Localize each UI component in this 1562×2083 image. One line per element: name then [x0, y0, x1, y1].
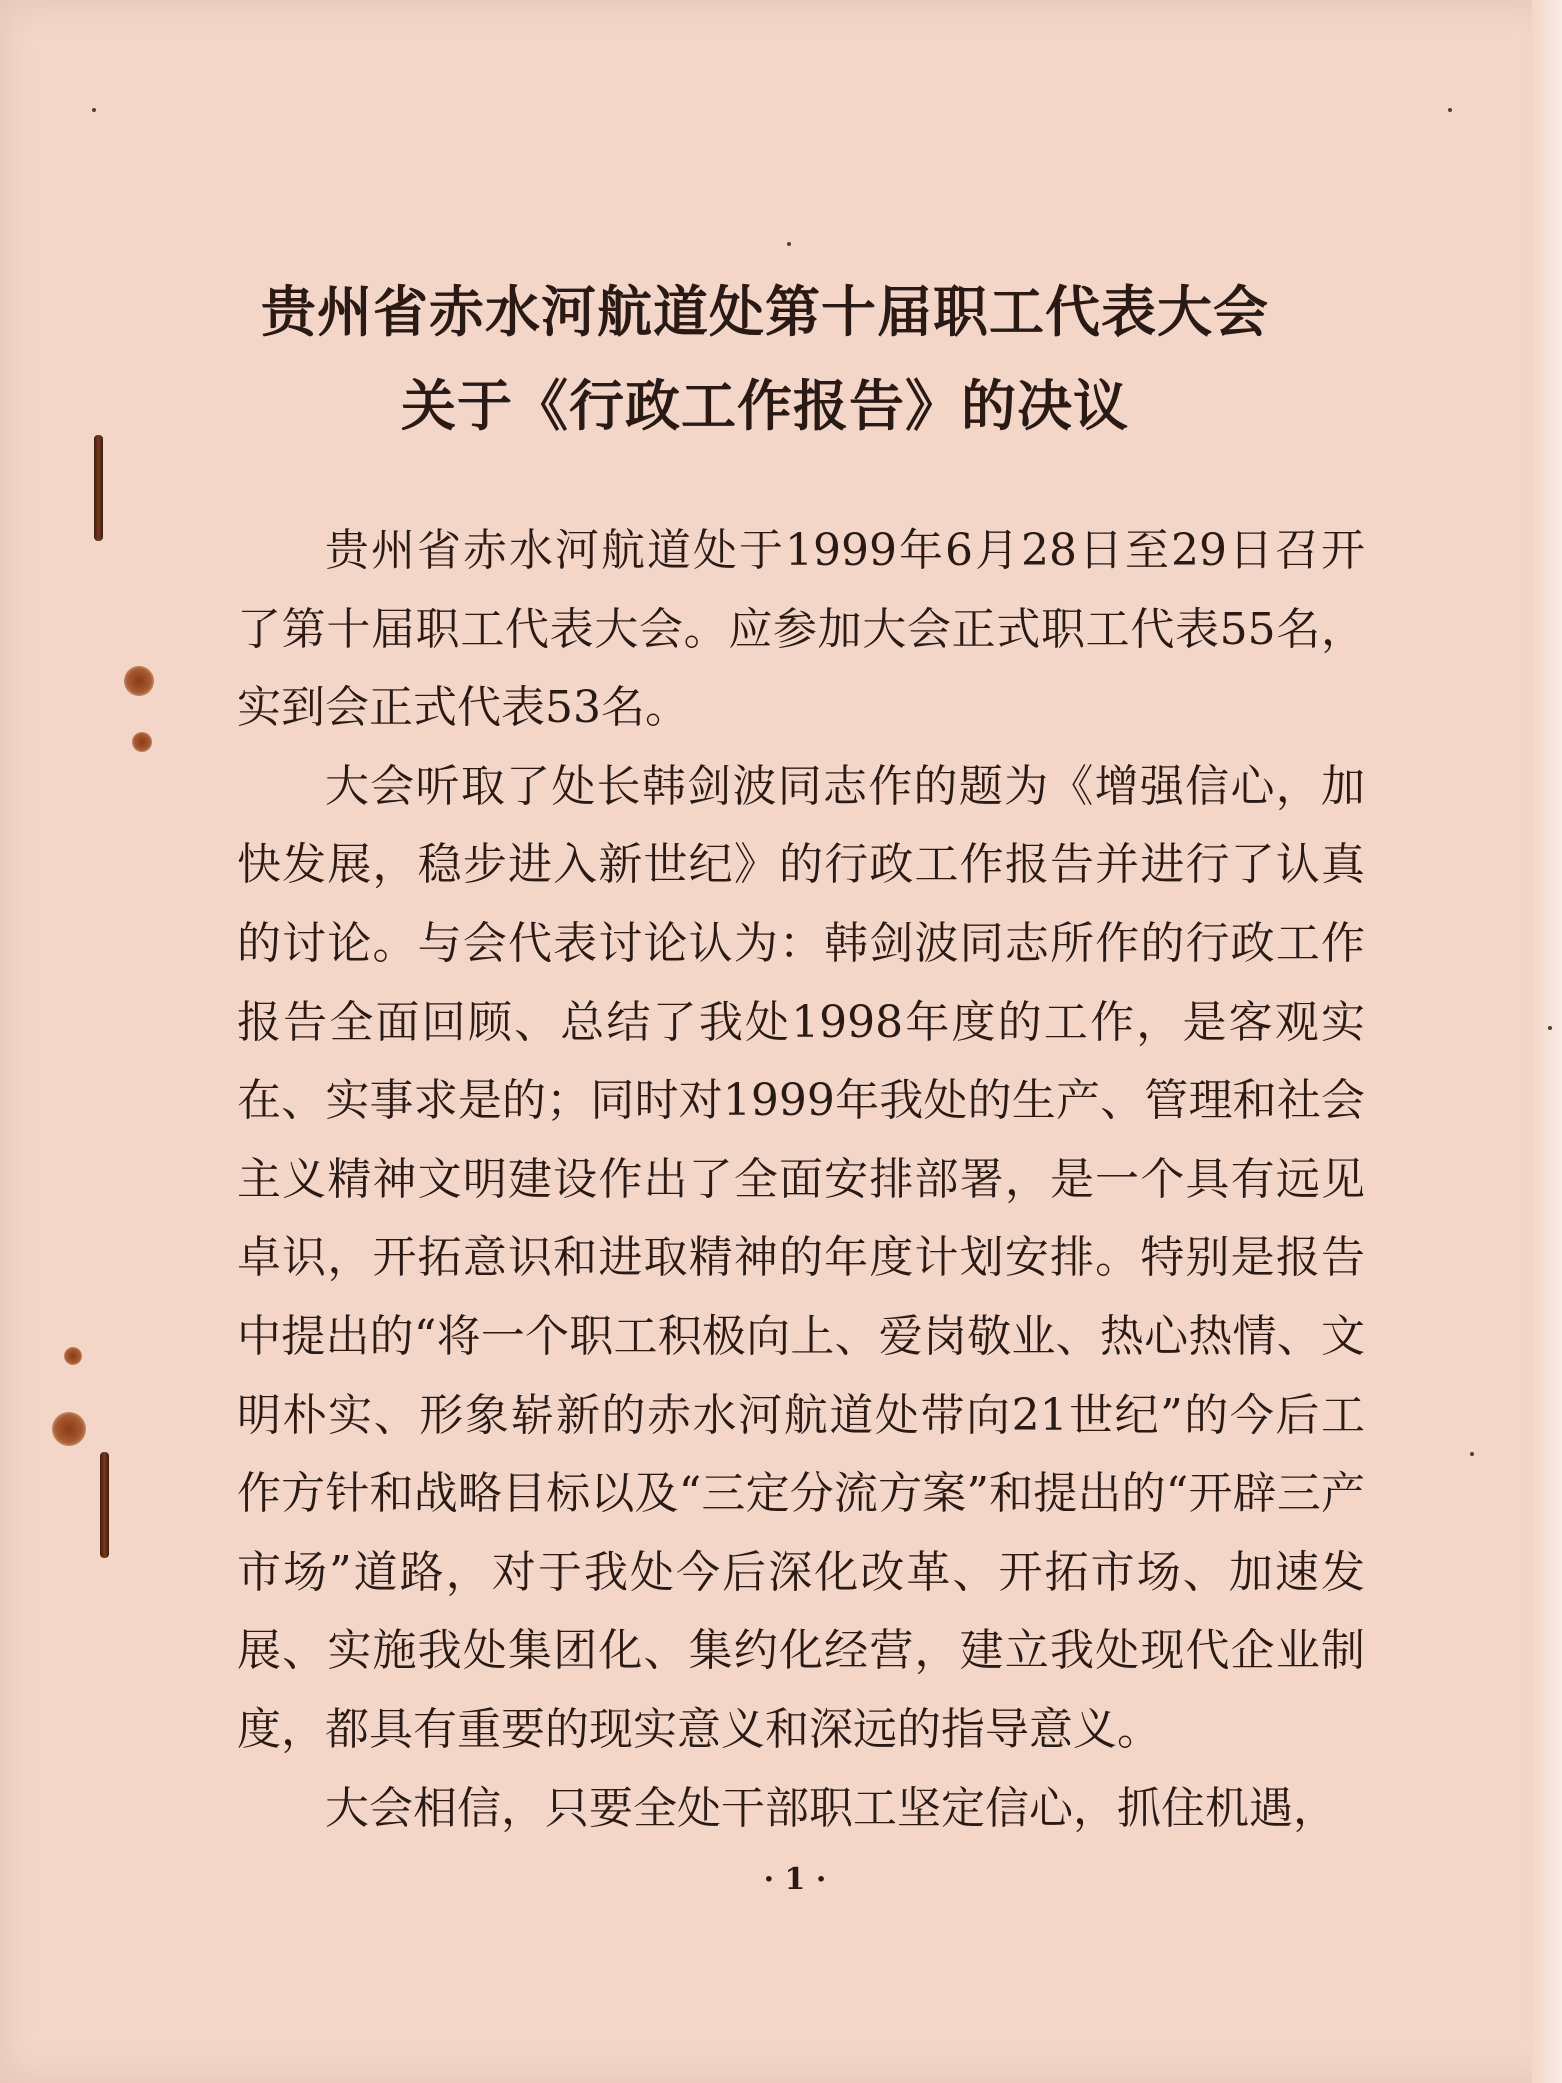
- document-title-line-1: 贵州省赤水河航道处第十届职工代表大会: [260, 280, 1269, 344]
- rust-spot: [124, 666, 154, 696]
- paper-speck: [92, 108, 96, 112]
- rust-spot: [52, 1412, 86, 1446]
- paper-speck: [1470, 1452, 1474, 1456]
- document-title-line-2: 关于《行政工作报告》的决议: [400, 374, 1129, 438]
- rust-spot: [64, 1347, 82, 1365]
- staple-top: [94, 435, 103, 541]
- page-number: · 1 ·: [763, 1862, 827, 1897]
- paper-speck: [1448, 108, 1452, 112]
- paragraph-1: 贵州省赤水河航道处于1999年6月28日至29日召开了第十届职工代表大会。应参加大会正式职工代表55名，实到会正式代表53名。: [237, 525, 1365, 734]
- page-edge: [1532, 0, 1562, 2083]
- rust-spot: [132, 732, 152, 752]
- paper-speck: [787, 242, 791, 246]
- paper-speck: [1548, 1026, 1552, 1030]
- body-text: [237, 512, 1365, 1848]
- paragraph-3: 大会相信，只要全处干部职工坚定信心，抓住机遇，: [325, 1782, 1337, 1834]
- staple-bottom: [100, 1452, 109, 1558]
- paragraph-2: 大会听取了处长韩剑波同志作的题为《增强信心，加快发展，稳步进入新世纪》的行政工作报告并进行了认真的讨论。与会代表讨论认为：韩剑波同志所作的行政工作报告全面回顾、总结了我处1998年度的工作，是客观实在、实事求是的；同时对1999年我处的生产、管理和社会主义精神文明建设作出了全面安排部署，是一个具有远见卓识，开拓意识和进取精神的年度计划安排。特别是报告中提出的“将一个职工积极向上、爱岗敬业、热心热情、文明朴实、形象崭新的赤水河航道处带向21世纪”的今后工作方针和战略目标以及“三定分流方案”和提出的“开辟三产市场”道路，对于我处今后深化改革、开拓市场、加速发展、实施我处集团化、集约化经营，建立我处现代企业制度，都具有重要的现实意义和深远的指导意义。: [237, 760, 1365, 1755]
